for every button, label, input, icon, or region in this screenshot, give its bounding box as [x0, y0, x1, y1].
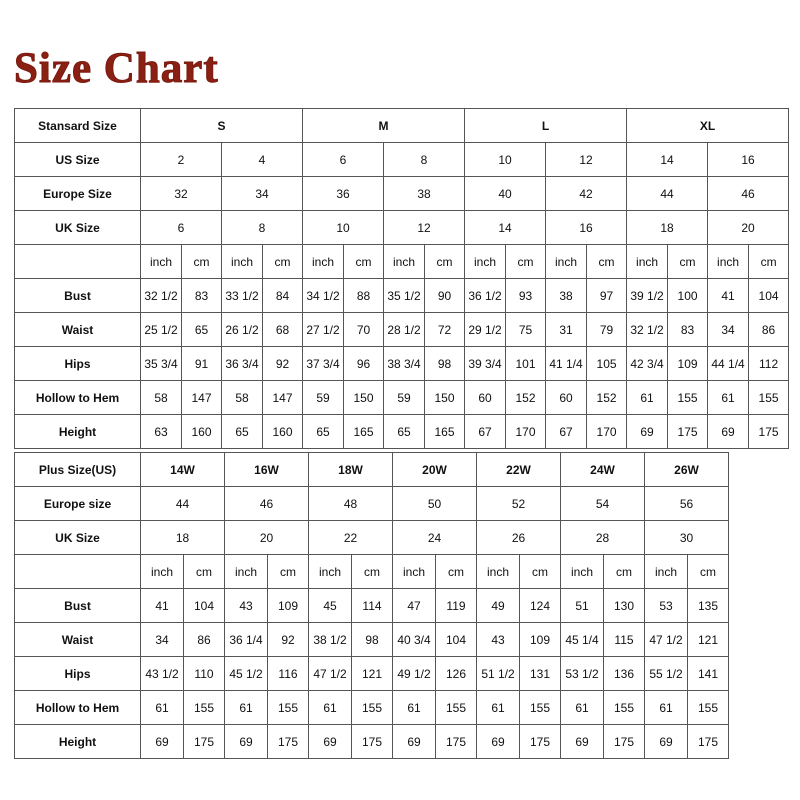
- measurement-value: 43 1/2: [141, 657, 184, 691]
- row-label: Hollow to Hem: [15, 691, 141, 725]
- measurement-value: 65: [222, 415, 263, 449]
- measurement-value: 69: [477, 725, 520, 759]
- measurement-value: 130: [604, 589, 645, 623]
- measurement-value: 26 1/2: [222, 313, 263, 347]
- table-row: [15, 453, 729, 487]
- table-row: [15, 279, 789, 313]
- measurement-value: 75: [506, 313, 546, 347]
- size-value: 30: [645, 521, 729, 555]
- table-row: [15, 623, 729, 657]
- measurement-value: 165: [344, 415, 384, 449]
- unit-header: cm: [268, 555, 309, 589]
- measurement-value: 70: [344, 313, 384, 347]
- measurement-value: 88: [344, 279, 384, 313]
- row-label: Height: [15, 415, 141, 449]
- unit-header: cm: [344, 245, 384, 279]
- measurement-value: 51 1/2: [477, 657, 520, 691]
- size-value: 54: [561, 487, 645, 521]
- measurement-value: 49: [477, 589, 520, 623]
- measurement-value: 175: [436, 725, 477, 759]
- size-value: 32: [141, 177, 222, 211]
- measurement-value: 61: [141, 691, 184, 725]
- measurement-value: 53: [645, 589, 688, 623]
- size-value: 8: [384, 143, 465, 177]
- measurement-value: 110: [184, 657, 225, 691]
- measurement-value: 152: [587, 381, 627, 415]
- size-value: 10: [465, 143, 546, 177]
- measurement-value: 101: [506, 347, 546, 381]
- measurement-value: 105: [587, 347, 627, 381]
- table-row: [15, 211, 789, 245]
- measurement-value: 65: [182, 313, 222, 347]
- table-row: [15, 725, 729, 759]
- unit-header: cm: [604, 555, 645, 589]
- size-value: 28: [561, 521, 645, 555]
- measurement-value: 35 1/2: [384, 279, 425, 313]
- unit-header: inch: [222, 245, 263, 279]
- measurement-value: 98: [352, 623, 393, 657]
- measurement-value: 147: [182, 381, 222, 415]
- measurement-value: 98: [425, 347, 465, 381]
- measurement-value: 32 1/2: [141, 279, 182, 313]
- measurement-value: 83: [182, 279, 222, 313]
- measurement-value: 126: [436, 657, 477, 691]
- unit-header: inch: [225, 555, 268, 589]
- row-label: Bust: [15, 589, 141, 623]
- measurement-value: 160: [263, 415, 303, 449]
- measurement-value: 61: [561, 691, 604, 725]
- measurement-value: 93: [506, 279, 546, 313]
- measurement-value: 45: [309, 589, 352, 623]
- measurement-value: 33 1/2: [222, 279, 263, 313]
- measurement-value: 39 3/4: [465, 347, 506, 381]
- measurement-value: 53 1/2: [561, 657, 604, 691]
- measurement-value: 42 3/4: [627, 347, 668, 381]
- measurement-value: 155: [688, 691, 729, 725]
- unit-header: cm: [436, 555, 477, 589]
- plus-size-header: 20W: [393, 453, 477, 487]
- measurement-value: 104: [749, 279, 789, 313]
- row-label: Hollow to Hem: [15, 381, 141, 415]
- row-label: Waist: [15, 623, 141, 657]
- size-value: 36: [303, 177, 384, 211]
- size-value: 44: [627, 177, 708, 211]
- measurement-value: 47: [393, 589, 436, 623]
- size-value: 40: [465, 177, 546, 211]
- measurement-value: 58: [141, 381, 182, 415]
- size-value: 26: [477, 521, 561, 555]
- measurement-value: 61: [477, 691, 520, 725]
- unit-header: cm: [263, 245, 303, 279]
- measurement-value: 27 1/2: [303, 313, 344, 347]
- standard-size-header-label: Stansard Size: [15, 109, 141, 143]
- measurement-value: 37 3/4: [303, 347, 344, 381]
- measurement-value: 170: [587, 415, 627, 449]
- measurement-value: 150: [425, 381, 465, 415]
- plus-size-header: 22W: [477, 453, 561, 487]
- measurement-value: 36 3/4: [222, 347, 263, 381]
- measurement-value: 121: [688, 623, 729, 657]
- size-value: 16: [546, 211, 627, 245]
- size-value: 24: [393, 521, 477, 555]
- measurement-value: 104: [436, 623, 477, 657]
- empty-cell: [15, 555, 141, 589]
- measurement-value: 69: [225, 725, 268, 759]
- measurement-value: 47 1/2: [645, 623, 688, 657]
- size-value: 4: [222, 143, 303, 177]
- measurement-value: 43: [225, 589, 268, 623]
- row-label: US Size: [15, 143, 141, 177]
- unit-header: inch: [708, 245, 749, 279]
- unit-header: cm: [352, 555, 393, 589]
- measurement-value: 121: [352, 657, 393, 691]
- measurement-value: 86: [749, 313, 789, 347]
- unit-header: inch: [303, 245, 344, 279]
- unit-header: inch: [309, 555, 352, 589]
- measurement-value: 69: [627, 415, 668, 449]
- size-value: 18: [141, 521, 225, 555]
- table-row: [15, 313, 789, 347]
- measurement-value: 47 1/2: [309, 657, 352, 691]
- measurement-value: 97: [587, 279, 627, 313]
- unit-header: cm: [688, 555, 729, 589]
- size-value: 20: [708, 211, 789, 245]
- measurement-value: 155: [668, 381, 708, 415]
- size-value: 12: [384, 211, 465, 245]
- measurement-value: 135: [688, 589, 729, 623]
- measurement-value: 92: [268, 623, 309, 657]
- size-value: 18: [627, 211, 708, 245]
- unit-header: inch: [465, 245, 506, 279]
- measurement-value: 69: [309, 725, 352, 759]
- measurement-value: 69: [708, 415, 749, 449]
- measurement-value: 175: [268, 725, 309, 759]
- plus-size-header: 26W: [645, 453, 729, 487]
- table-row: [15, 691, 729, 725]
- table-row: [15, 555, 729, 589]
- size-value: 48: [309, 487, 393, 521]
- size-value: 20: [225, 521, 309, 555]
- measurement-value: 34: [708, 313, 749, 347]
- measurement-value: 91: [182, 347, 222, 381]
- measurement-value: 69: [141, 725, 184, 759]
- size-value: 22: [309, 521, 393, 555]
- unit-header: inch: [393, 555, 436, 589]
- measurement-value: 124: [520, 589, 561, 623]
- unit-header: inch: [384, 245, 425, 279]
- measurement-value: 165: [425, 415, 465, 449]
- row-label: Hips: [15, 657, 141, 691]
- table-row: [15, 109, 789, 143]
- measurement-value: 45 1/4: [561, 623, 604, 657]
- measurement-value: 175: [520, 725, 561, 759]
- unit-header: inch: [645, 555, 688, 589]
- size-value: 50: [393, 487, 477, 521]
- measurement-value: 109: [668, 347, 708, 381]
- size-value: 6: [141, 211, 222, 245]
- measurement-value: 79: [587, 313, 627, 347]
- measurement-value: 115: [604, 623, 645, 657]
- measurement-value: 131: [520, 657, 561, 691]
- table-row: [15, 245, 789, 279]
- measurement-value: 141: [688, 657, 729, 691]
- size-value: 12: [546, 143, 627, 177]
- unit-header: cm: [425, 245, 465, 279]
- size-group-header: L: [465, 109, 627, 143]
- measurement-value: 175: [668, 415, 708, 449]
- measurement-value: 49 1/2: [393, 657, 436, 691]
- table-row: [15, 143, 789, 177]
- plus-size-header: 16W: [225, 453, 309, 487]
- plus-size-header: 24W: [561, 453, 645, 487]
- measurement-value: 55 1/2: [645, 657, 688, 691]
- measurement-value: 155: [604, 691, 645, 725]
- measurement-value: 40 3/4: [393, 623, 436, 657]
- unit-header: cm: [506, 245, 546, 279]
- measurement-value: 155: [268, 691, 309, 725]
- measurement-value: 34: [141, 623, 184, 657]
- measurement-value: 100: [668, 279, 708, 313]
- measurement-value: 60: [465, 381, 506, 415]
- measurement-value: 119: [436, 589, 477, 623]
- measurement-value: 58: [222, 381, 263, 415]
- measurement-value: 51: [561, 589, 604, 623]
- unit-header: inch: [477, 555, 520, 589]
- measurement-value: 63: [141, 415, 182, 449]
- plus-size-table: [14, 452, 729, 759]
- measurement-value: 36 1/2: [465, 279, 506, 313]
- measurement-value: 61: [645, 691, 688, 725]
- size-value: 16: [708, 143, 789, 177]
- measurement-value: 31: [546, 313, 587, 347]
- measurement-value: 90: [425, 279, 465, 313]
- unit-header: cm: [184, 555, 225, 589]
- unit-header: inch: [141, 245, 182, 279]
- row-label: Waist: [15, 313, 141, 347]
- measurement-value: 61: [309, 691, 352, 725]
- measurement-value: 60: [546, 381, 587, 415]
- size-value: 14: [465, 211, 546, 245]
- measurement-value: 43: [477, 623, 520, 657]
- measurement-value: 72: [425, 313, 465, 347]
- size-group-header: M: [303, 109, 465, 143]
- empty-cell: [15, 245, 141, 279]
- measurement-value: 155: [749, 381, 789, 415]
- size-value: 44: [141, 487, 225, 521]
- size-value: 10: [303, 211, 384, 245]
- measurement-value: 175: [604, 725, 645, 759]
- measurement-value: 147: [263, 381, 303, 415]
- table-row: [15, 177, 789, 211]
- row-label: UK Size: [15, 521, 141, 555]
- measurement-value: 59: [303, 381, 344, 415]
- standard-size-table: [14, 108, 789, 449]
- row-label: Europe Size: [15, 177, 141, 211]
- unit-header: inch: [546, 245, 587, 279]
- measurement-value: 109: [520, 623, 561, 657]
- measurement-value: 114: [352, 589, 393, 623]
- size-group-header: XL: [627, 109, 789, 143]
- size-value: 34: [222, 177, 303, 211]
- table-row: [15, 657, 729, 691]
- measurement-value: 155: [436, 691, 477, 725]
- measurement-value: 38 1/2: [309, 623, 352, 657]
- size-value: 46: [708, 177, 789, 211]
- page-title: Size Chart: [14, 45, 219, 92]
- plus-size-header: 14W: [141, 453, 225, 487]
- measurement-value: 38 3/4: [384, 347, 425, 381]
- measurement-value: 116: [268, 657, 309, 691]
- measurement-value: 41: [708, 279, 749, 313]
- plus-size-header-label: Plus Size(US): [15, 453, 141, 487]
- size-value: 42: [546, 177, 627, 211]
- unit-header: cm: [668, 245, 708, 279]
- measurement-value: 32 1/2: [627, 313, 668, 347]
- size-value: 52: [477, 487, 561, 521]
- row-label: Bust: [15, 279, 141, 313]
- measurement-value: 45 1/2: [225, 657, 268, 691]
- measurement-value: 68: [263, 313, 303, 347]
- measurement-value: 84: [263, 279, 303, 313]
- measurement-value: 155: [520, 691, 561, 725]
- unit-header: inch: [561, 555, 604, 589]
- measurement-value: 34 1/2: [303, 279, 344, 313]
- unit-header: cm: [182, 245, 222, 279]
- measurement-value: 112: [749, 347, 789, 381]
- measurement-value: 83: [668, 313, 708, 347]
- size-value: 6: [303, 143, 384, 177]
- measurement-value: 28 1/2: [384, 313, 425, 347]
- measurement-value: 38: [546, 279, 587, 313]
- measurement-value: 155: [184, 691, 225, 725]
- measurement-value: 160: [182, 415, 222, 449]
- measurement-value: 175: [688, 725, 729, 759]
- unit-header: inch: [141, 555, 184, 589]
- measurement-value: 92: [263, 347, 303, 381]
- unit-header: cm: [749, 245, 789, 279]
- row-label: Height: [15, 725, 141, 759]
- measurement-value: 67: [546, 415, 587, 449]
- measurement-value: 109: [268, 589, 309, 623]
- size-value: 8: [222, 211, 303, 245]
- measurement-value: 69: [561, 725, 604, 759]
- table-row: [15, 589, 729, 623]
- measurement-value: 65: [303, 415, 344, 449]
- measurement-value: 69: [393, 725, 436, 759]
- measurement-value: 36 1/4: [225, 623, 268, 657]
- table-row: [15, 347, 789, 381]
- measurement-value: 175: [184, 725, 225, 759]
- measurement-value: 104: [184, 589, 225, 623]
- table-row: [15, 381, 789, 415]
- measurement-value: 61: [708, 381, 749, 415]
- size-group-header: S: [141, 109, 303, 143]
- measurement-value: 61: [225, 691, 268, 725]
- measurement-value: 29 1/2: [465, 313, 506, 347]
- measurement-value: 61: [393, 691, 436, 725]
- size-value: 38: [384, 177, 465, 211]
- size-value: 2: [141, 143, 222, 177]
- measurement-value: 136: [604, 657, 645, 691]
- table-row: [15, 415, 789, 449]
- table-row: [15, 487, 729, 521]
- measurement-value: 44 1/4: [708, 347, 749, 381]
- row-label: Hips: [15, 347, 141, 381]
- measurement-value: 59: [384, 381, 425, 415]
- measurement-value: 150: [344, 381, 384, 415]
- measurement-value: 39 1/2: [627, 279, 668, 313]
- size-value: 56: [645, 487, 729, 521]
- unit-header: cm: [520, 555, 561, 589]
- row-label: Europe size: [15, 487, 141, 521]
- plus-size-header: 18W: [309, 453, 393, 487]
- measurement-value: 86: [184, 623, 225, 657]
- size-value: 14: [627, 143, 708, 177]
- measurement-value: 175: [352, 725, 393, 759]
- unit-header: inch: [627, 245, 668, 279]
- table-row: [15, 521, 729, 555]
- size-value: 46: [225, 487, 309, 521]
- measurement-value: 69: [645, 725, 688, 759]
- measurement-value: 152: [506, 381, 546, 415]
- measurement-value: 61: [627, 381, 668, 415]
- measurement-value: 25 1/2: [141, 313, 182, 347]
- measurement-value: 155: [352, 691, 393, 725]
- measurement-value: 41 1/4: [546, 347, 587, 381]
- measurement-value: 41: [141, 589, 184, 623]
- unit-header: cm: [587, 245, 627, 279]
- measurement-value: 96: [344, 347, 384, 381]
- measurement-value: 35 3/4: [141, 347, 182, 381]
- measurement-value: 65: [384, 415, 425, 449]
- measurement-value: 67: [465, 415, 506, 449]
- row-label: UK Size: [15, 211, 141, 245]
- measurement-value: 170: [506, 415, 546, 449]
- measurement-value: 175: [749, 415, 789, 449]
